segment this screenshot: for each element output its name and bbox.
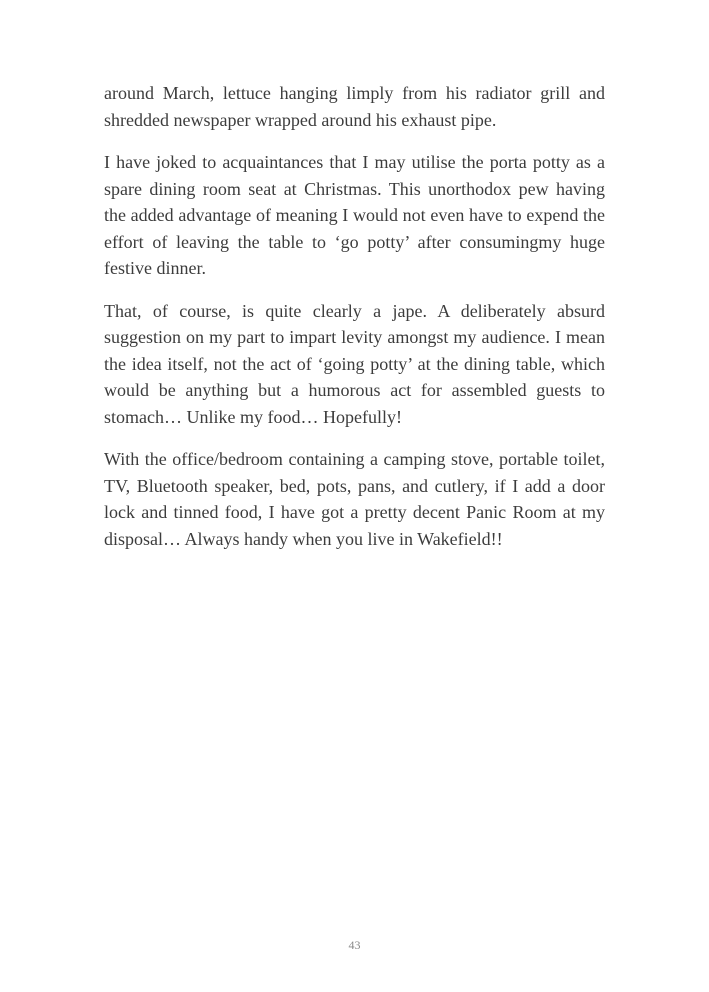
page-body-text	[104, 80, 605, 568]
page-number: 43	[348, 938, 361, 952]
paragraph-2: I have joked to acquaintances that I may utilise the porta potty as a spare dining room seat at Christmas. This unorthodox pew having the added advantage of meaning I would not even have to expend the effort of leaving the table to ‘go potty’ after consumingmy huge festive dinner.	[104, 152, 605, 278]
paragraph-4: With the office/bedroom containing a camping stove, portable toilet, TV, Bluetooth speaker, bed, pots, pans, and cutlery, if I add a door lock and tinned food, I have got a pretty decent Panic Room at my disposal… Always handy when you live in Wakefield!!	[104, 449, 605, 549]
paragraph-3: That, of course, is quite clearly a jape. A deliberately absurd suggestion on my part to impart levity amongst my audience. I mean the idea itself, not the act of ‘going potty’ at the dining table, which would be anything but a humorous act for assembled guests to stomach… Unlike my food… Hopefully!	[104, 300, 605, 427]
paragraph-1: around March, lettuce hanging limply from his radiator grill and shredded newspaper wrapped around his exhaust pipe.	[104, 83, 605, 130]
